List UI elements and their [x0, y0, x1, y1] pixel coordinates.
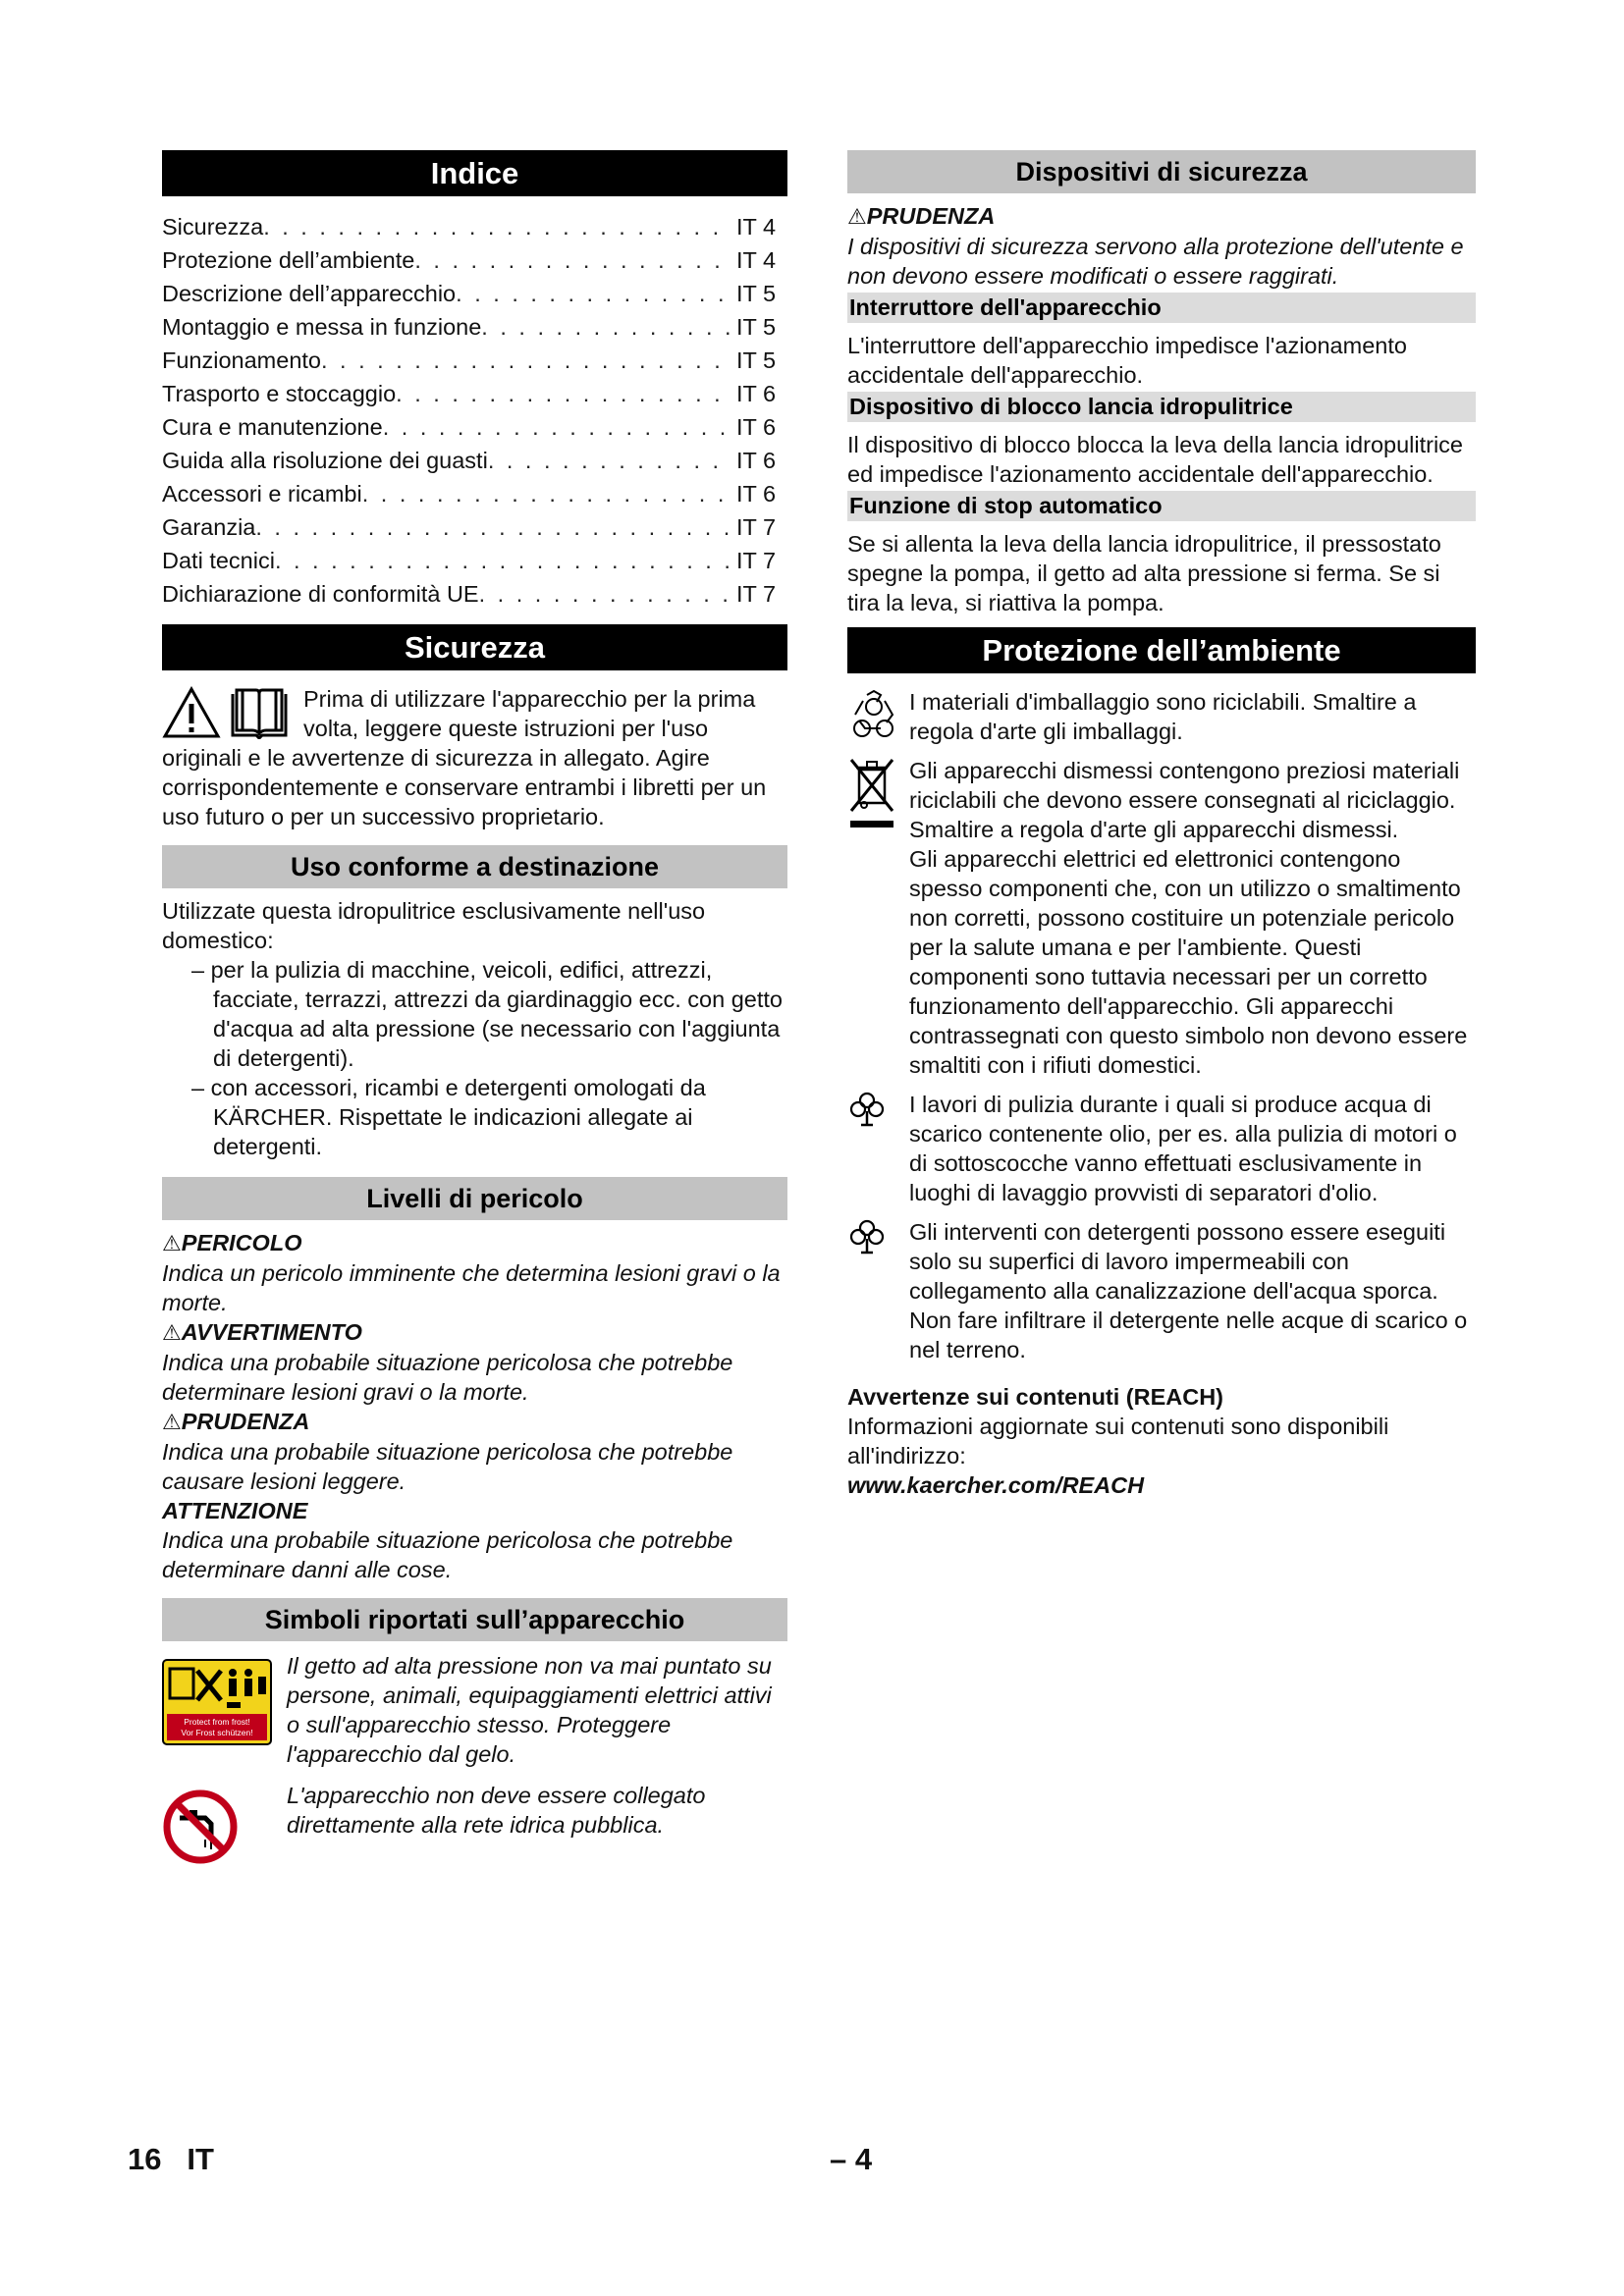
toc-page: IT 6 — [736, 481, 777, 507]
toc-row[interactable] — [162, 344, 787, 377]
hazard-label: ⚠AVVERTIMENTO — [162, 1319, 362, 1345]
hazard-text: Indica una probabile situazione pericolosa che potrebbe determinare danni alle cose. — [162, 1527, 733, 1582]
section-page-number: – 4 — [830, 2142, 873, 2176]
toc-title: Garanzia — [162, 514, 256, 540]
caution-text: I dispositivi di sicurezza servono alla protezione dell'utente e non devono essere modificati o essere raggirati. — [847, 234, 1464, 289]
hazard-text: Indica una probabile situazione pericolosa che potrebbe causare lesioni leggere. — [162, 1439, 733, 1494]
safety-intro — [162, 684, 787, 831]
frost-label: Protect from frost! — [184, 1717, 250, 1727]
toc-page: IT 6 — [736, 381, 777, 406]
toc-title: Dichiarazione di conformità UE — [162, 581, 479, 607]
toc-page: IT 6 — [736, 448, 777, 473]
symbol-text: Il getto ad alta pressione non va mai puntato su persone, animali, equipaggiamenti elettrici attivi o sull'apparecchio stesso. Proteggere l'apparecchio dal gelo. — [287, 1653, 772, 1767]
toc-page: IT 7 — [736, 514, 777, 540]
crossed-bin-icon — [847, 756, 896, 832]
warning-triangle-icon: ⚠ — [847, 204, 867, 229]
language-code: IT — [187, 2142, 214, 2176]
toc-row[interactable] — [162, 544, 787, 577]
toc-page: IT 7 — [736, 548, 777, 573]
intended-use-text: Utilizzate questa idropulitrice esclusivamente nell'uso domestico: — [162, 898, 706, 953]
left-column — [162, 150, 787, 1851]
environment-text: I materiali d'imballaggio sono riciclabili. Smaltire a regola d'arte gli imballaggi. — [909, 689, 1417, 744]
toc-row[interactable] — [162, 210, 787, 243]
toc-title: Cura e manutenzione — [162, 414, 383, 440]
environment-text: Gli interventi con detergenti possono essere eseguiti solo su superfici di lavoro impermeabili con collegamento alla canalizzazione dell'acqua sporca. Non fare infiltrare il detergente nelle acque di scarico o nel terreno. — [909, 1219, 1468, 1362]
environment-item — [847, 687, 1476, 746]
list-item: – con accessori, ricambi e detergenti omologati da KÄRCHER. Rispettate le indicazioni allegate ai detergenti. — [191, 1075, 706, 1159]
environment-text: Gli apparecchi elettrici ed elettronici contengono spesso componenti che, con un utilizzo o smaltimento non corretti, possono costituire un potenziale pericolo per la salute umana e per l'ambiente. Questi componenti sono tuttavia necessari per un corretto funzionamento dell'apparecchio. Gli apparecchi contrassegnati con questo simbolo non devono essere smaltiti con i rifiuti domestici. — [909, 846, 1468, 1078]
toc-page: IT 6 — [736, 414, 777, 440]
index-heading: Indice — [162, 150, 787, 196]
environment-item — [847, 1090, 1476, 1207]
reach-text: Informazioni aggiornate sui contenuti sono disponibili all'indirizzo: — [847, 1414, 1389, 1468]
toc-title: Trasporto e stoccaggio — [162, 381, 397, 406]
subsection-heading: Dispositivo di blocco lancia idropulitrice — [847, 392, 1476, 422]
hazard-text: Indica una probabile situazione pericolosa che potrebbe determinare lesioni gravi o la morte. — [162, 1350, 733, 1405]
symbol-item — [162, 1651, 787, 1769]
warning-triangle-icon: ⚠ — [162, 1320, 182, 1345]
toc-title: Guida alla risoluzione dei guasti — [162, 448, 488, 473]
safety-devices-heading: Dispositivi di sicurezza — [847, 150, 1476, 193]
toc-title: Sicurezza — [162, 214, 264, 240]
intended-use-heading: Uso conforme a destinazione — [162, 845, 787, 888]
toc-row[interactable] — [162, 510, 787, 544]
toc-page: IT 5 — [736, 314, 777, 340]
toc-row[interactable] — [162, 444, 787, 477]
toc-row[interactable] — [162, 477, 787, 510]
table-of-contents — [162, 210, 787, 611]
environment-text: Gli apparecchi dismessi contengono preziosi materiali riciclabili che devono essere consegnati al riciclaggio. Smaltire a regola d'arte gli apparecchi dismessi. — [909, 758, 1460, 842]
hazard-label: ATTENZIONE — [162, 1498, 308, 1523]
toc-row[interactable] — [162, 243, 787, 277]
toc-title: Montaggio e messa in funzione — [162, 314, 482, 340]
toc-row[interactable] — [162, 310, 787, 344]
environment-item — [847, 1217, 1476, 1364]
symbol-item — [162, 1781, 787, 1840]
environment-text: I lavori di pulizia durante i quali si produce acqua di scarico contenente olio, per es. alla pulizia di motori o di sottoscocche vanno effettuati esclusivamente in luoghi di lavaggio provvisti di separatori d'olio. — [909, 1092, 1457, 1205]
toc-row[interactable] — [162, 277, 787, 310]
hazard-label: ⚠PRUDENZA — [162, 1409, 310, 1434]
environment-tree-icon — [847, 1090, 887, 1129]
warning-triangle-icon — [162, 686, 221, 739]
toc-page: IT 5 — [736, 281, 777, 306]
toc-row[interactable] — [162, 410, 787, 444]
toc-page: IT 7 — [736, 581, 777, 607]
warning-triangle-icon: ⚠ — [162, 1231, 182, 1255]
page-footer — [128, 2142, 214, 2176]
toc-page: IT 4 — [736, 247, 777, 273]
toc-title: Descrizione dell’apparecchio — [162, 281, 457, 306]
manual-book-icon — [229, 686, 290, 739]
toc-page: IT 5 — [736, 347, 777, 373]
subsection-heading: Funzione di stop automatico — [847, 491, 1476, 521]
environment-item — [847, 756, 1476, 1080]
hazard-label: ⚠PERICOLO — [162, 1230, 302, 1255]
subsection-text: Se si allenta la leva della lancia idropulitrice, il pressostato spegne la pompa, il getto ad alta pressione si ferma. Se si tira la leva, si riattiva la pompa. — [847, 531, 1441, 615]
toc-page: IT 4 — [736, 214, 777, 240]
reach-link[interactable]: www.kaercher.com/REACH — [847, 1472, 1145, 1498]
subsection-heading: Interruttore dell'apparecchio — [847, 293, 1476, 323]
subsection-text: L'interruttore dell'apparecchio impedisce l'azionamento accidentale dell'apparecchio. — [847, 333, 1407, 388]
frost-label: Vor Frost schützen! — [181, 1728, 253, 1737]
reach-heading: Avvertenze sui contenuti (REACH) — [847, 1384, 1224, 1410]
symbol-text: L'apparecchio non deve essere collegato direttamente alla rete idrica pubblica. — [287, 1783, 706, 1838]
subsection-text: Il dispositivo di blocco blocca la leva della lancia idropulitrice ed impedisce l'azionamento accidentale dell'apparecchio. — [847, 432, 1463, 487]
recycle-icon — [847, 687, 900, 740]
toc-title: Protezione dell’ambiente — [162, 247, 415, 273]
environment-heading: Protezione dell’ambiente — [847, 627, 1476, 673]
toc-title: Dati tecnici — [162, 548, 275, 573]
warning-triangle-icon: ⚠ — [162, 1410, 182, 1434]
right-column — [847, 150, 1476, 1500]
toc-row[interactable] — [162, 377, 787, 410]
hazard-text: Indica un pericolo imminente che determina lesioni gravi o la morte. — [162, 1260, 781, 1315]
environment-tree-icon — [847, 1217, 887, 1256]
toc-title: Accessori e ricambi — [162, 481, 362, 507]
safety-intro-text: Prima di utilizzare l'apparecchio per la prima volta, leggere queste istruzioni per l'uso originali e le avvertenze di sicurezza in allegato. Agire corrispondentemente e conservare entrambi i libretti per un uso futuro o per un successivo proprietario. — [162, 686, 767, 829]
page-number: 16 — [128, 2142, 162, 2176]
no-tap-connection-icon — [162, 1789, 239, 1865]
list-item: – per la pulizia di macchine, veicoli, edifici, attrezzi, facciate, terrazzi, attrezzi da giardinaggio ecc. con getto d'acqua ad alta pressione (se necessario con l'aggiunta di detergenti). — [191, 957, 783, 1071]
symbols-heading: Simboli riportati sull’apparecchio — [162, 1598, 787, 1641]
safety-heading: Sicurezza — [162, 624, 787, 670]
caution-label: ⚠PRUDENZA — [847, 203, 996, 229]
toc-title: Funzionamento — [162, 347, 321, 373]
toc-row[interactable] — [162, 577, 787, 611]
hazard-levels-heading: Livelli di pericolo — [162, 1177, 787, 1220]
frost-protection-icon — [162, 1659, 272, 1745]
